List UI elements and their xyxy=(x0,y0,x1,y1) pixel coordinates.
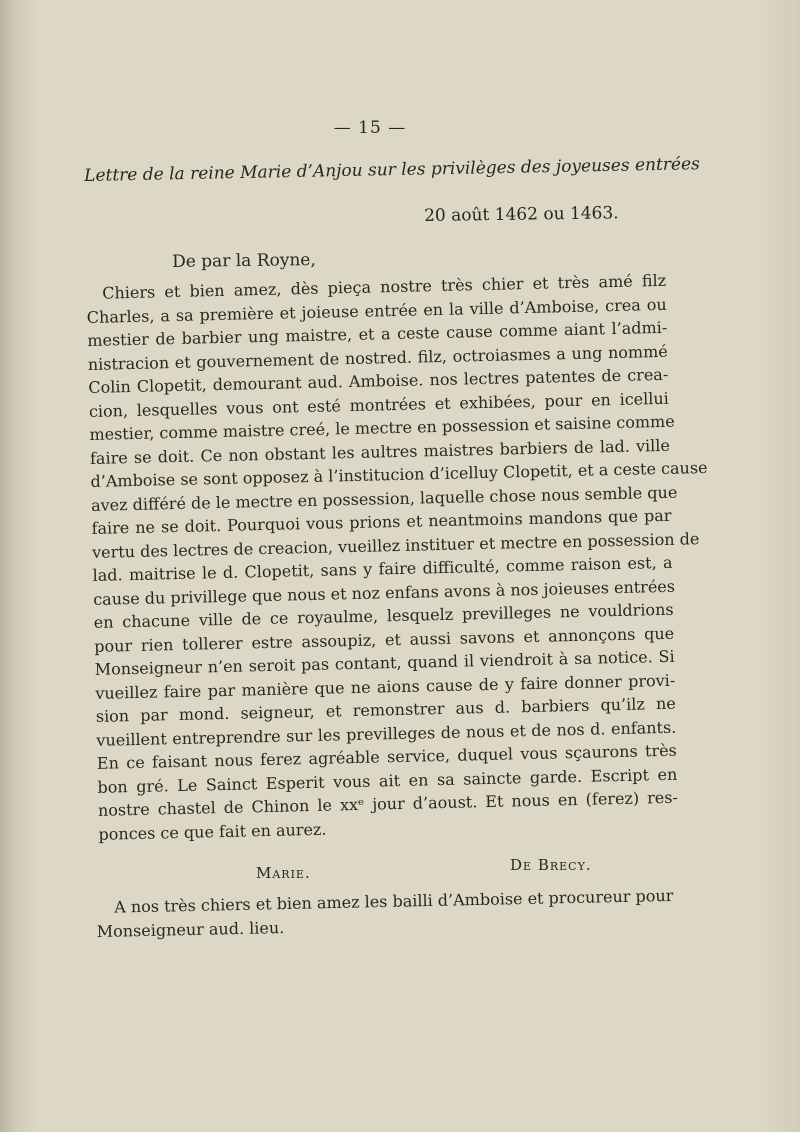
body-line: En ce faisant nous ferez agréable service, duquel vous sçaurons très xyxy=(96,740,677,773)
body-line: d’Amboise se sont opposez à l’institucion d’icelluy Clopetit, et a ceste cause xyxy=(90,457,708,491)
body-line: Colin Clopetit, demourant aud. Amboise. nos lectres patentes de crea- xyxy=(88,364,669,397)
body-line: vueillent entreprendre sur les previlleges de nous et de nos d. enfants. xyxy=(96,717,677,750)
body-line: Chiers et bien amez, dès pieça nostre très chier et très amé filz xyxy=(102,270,667,303)
body-line: cion, lesquelles vous ont esté montrées et exhibées, pour en icellui xyxy=(88,388,669,421)
letter-title: Lettre de la reine Marie d’Anjou sur les privilèges des joyeuses entrées xyxy=(84,154,700,186)
body-line: bon gré. Le Sainct Esperit vous ait en sa saincte garde. Escript en xyxy=(97,764,678,797)
body-line: cause du privillege que nous et noz enfans avons à nos joieuses entrées xyxy=(92,576,676,609)
address-line: A nos très chiers et bien amez les bailli d’Amboise et procureur pour xyxy=(114,885,674,917)
body-line: lad. maitrise le d. Clopetit, sans y faire difficulté, comme raison est, a xyxy=(92,552,673,585)
address-block xyxy=(96,884,674,943)
body-line: mestier de barbier ung maistre, et a ceste cause comme aiant l’admi- xyxy=(87,317,668,350)
body-line: Monseigneur n’en seroit pas contant, quand il viendroit à sa notice. Si xyxy=(94,646,675,679)
body-line: nistracion et gouvernement de nostred. filz, octroiasmes a ung nommé xyxy=(87,341,668,374)
body-line: vertu des lectres de creacion, vueillez instituer et mectre en possession de xyxy=(91,528,700,562)
body-line: Charles, a sa première et joieuse entrée en la ville d’Amboise, crea ou xyxy=(86,294,667,327)
signature-de-brecy: De Brecy. xyxy=(510,856,592,874)
page-number: — 15 — xyxy=(333,118,407,138)
salutation: De par la Royne, xyxy=(172,249,316,272)
body-line: pour rien tollerer estre assoupiz, et aussi savons et annonçons que xyxy=(94,623,675,656)
body-line: avez différé de le mectre en possession, laquelle chose nous semble que xyxy=(90,482,678,515)
body-line: faire ne se doit. Pourquoi vous prions et neantmoins mandons que par xyxy=(91,505,672,538)
body-line: sion par mond. seigneur, et remonstrer aus d. barbiers qu’ilz ne xyxy=(95,693,676,726)
letter-date: 20 août 1462 ou 1463. xyxy=(424,203,619,226)
body-line: faire se doit. Ce non obstant les aultres maistres barbiers de lad. ville xyxy=(89,435,671,468)
body-line: en chacune ville de ce royaulme, lesquelz previlleges ne vouldrions xyxy=(93,599,674,632)
body-line: vueillez faire par manière que ne aions cause de y faire donner provi- xyxy=(95,670,676,703)
body-line: ponces ce que fait en aurez. xyxy=(98,819,327,844)
signature-marie: Marie. xyxy=(256,864,311,882)
letter-body xyxy=(86,269,708,846)
body-line: nostre chastel de Chinon le xxᵉ jour d’aoust. Et nous en (ferez) res- xyxy=(97,787,679,820)
body-line: mestier, comme maistre creé, le mectre en possession et saisine comme xyxy=(89,411,675,444)
address-line: Monseigneur aud. lieu. xyxy=(96,917,285,941)
